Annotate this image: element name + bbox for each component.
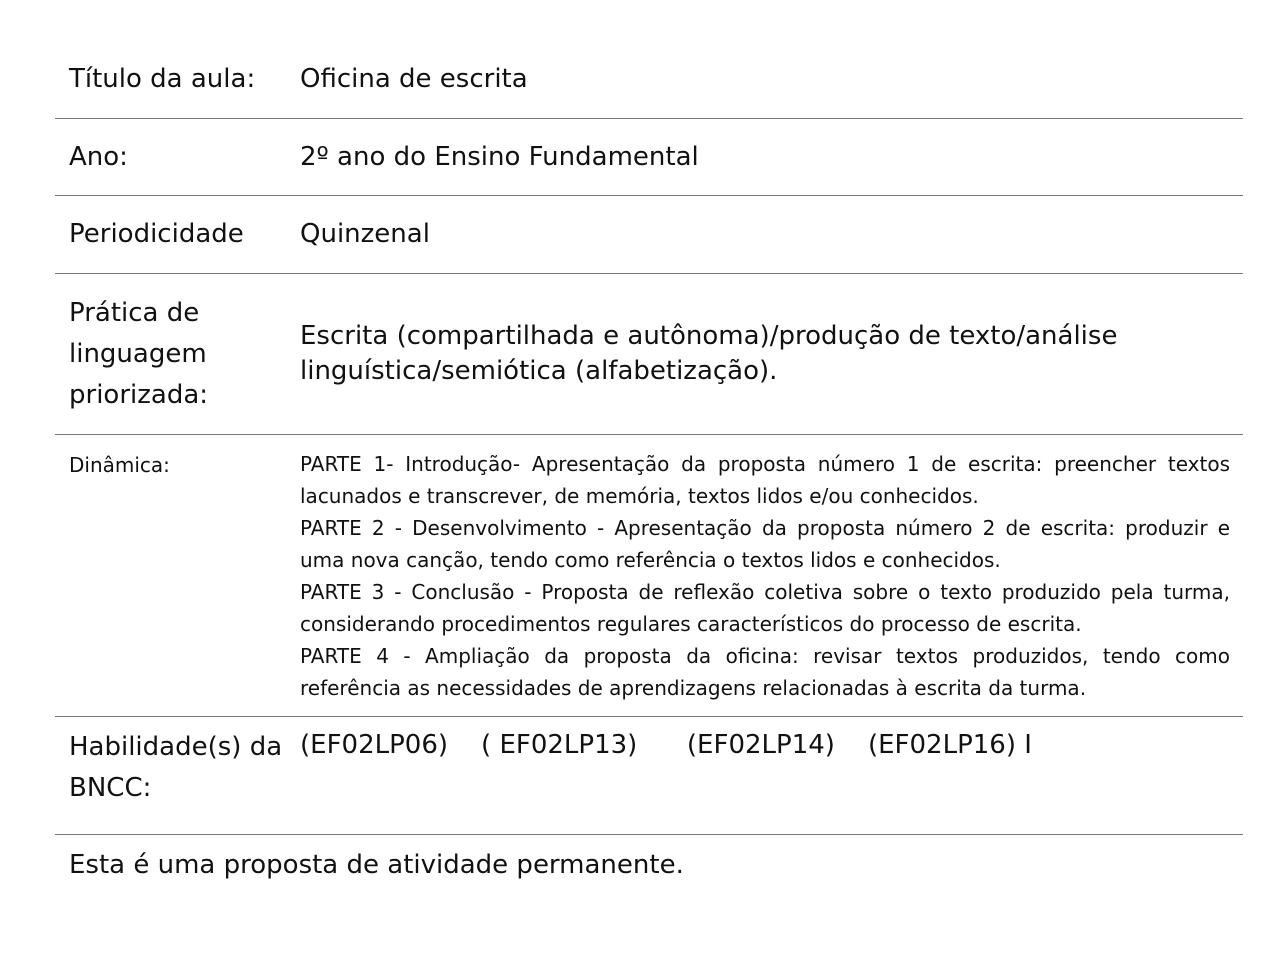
dinamica-part-3: PARTE 3 - Conclusão - Proposta de reflexão coletiva sobre o texto produzido pela turma, considerando procedimentos regulares característicos do processo de escrita. xyxy=(300,580,1230,636)
titulo-label: Título da aula: xyxy=(69,63,256,94)
row-habilidades xyxy=(55,717,1243,835)
row-pratica xyxy=(55,274,1243,435)
pratica-label-line: priorizada: xyxy=(69,379,209,410)
row-periodicidade xyxy=(55,196,1243,274)
dinamica-value xyxy=(300,448,1243,704)
habilidades-label xyxy=(55,727,300,809)
titulo-value: Oficina de escrita xyxy=(300,63,528,94)
pratica-value: Escrita (compartilhada e autônoma)/produção de texto/análise linguística/semiótica (alfabetização). xyxy=(300,321,1118,386)
dinamica-part-1: PARTE 1- Introdução- Apresentação da proposta número 1 de escrita: preencher textos lacunados e transcrever, de memória, textos lidos e/ou conhecidos. xyxy=(300,452,1230,508)
habilidades-label-line: Habilidade(s) da xyxy=(69,732,283,762)
footer-note: Esta é uma proposta de atividade permanente. xyxy=(69,849,684,880)
row-footer-note xyxy=(55,835,1243,895)
dinamica-label: Dinâmica: xyxy=(69,453,170,477)
row-ano xyxy=(55,119,1243,196)
periodicidade-value: Quinzenal xyxy=(300,219,430,249)
dinamica-part-2: PARTE 2 - Desenvolvimento - Apresentação da proposta número 2 de escrita: produzir e uma nova canção, tendo como referência o textos lidos e conhecidos. xyxy=(300,516,1230,572)
ano-value: 2º ano do Ensino Fundamental xyxy=(300,141,699,172)
ano-label: Ano: xyxy=(69,141,128,172)
pratica-label-line: linguagem xyxy=(69,338,207,369)
pratica-label xyxy=(55,293,300,416)
lesson-plan-table xyxy=(55,40,1243,895)
habilidades-value: (EF02LP06) ( EF02LP13) (EF02LP14) (EF02LP16) I xyxy=(300,730,1032,760)
dinamica-part-4: PARTE 4 - Ampliação da proposta da oficina: revisar textos produzidos, tendo como referência as necessidades de aprendizagens relacionadas à escrita da turma. xyxy=(300,644,1230,700)
row-titulo xyxy=(55,40,1243,119)
pratica-label-line: Prática de xyxy=(69,297,200,328)
row-dinamica xyxy=(55,435,1243,717)
habilidades-label-line: BNCC: xyxy=(69,773,152,803)
periodicidade-label: Periodicidade xyxy=(69,219,244,249)
